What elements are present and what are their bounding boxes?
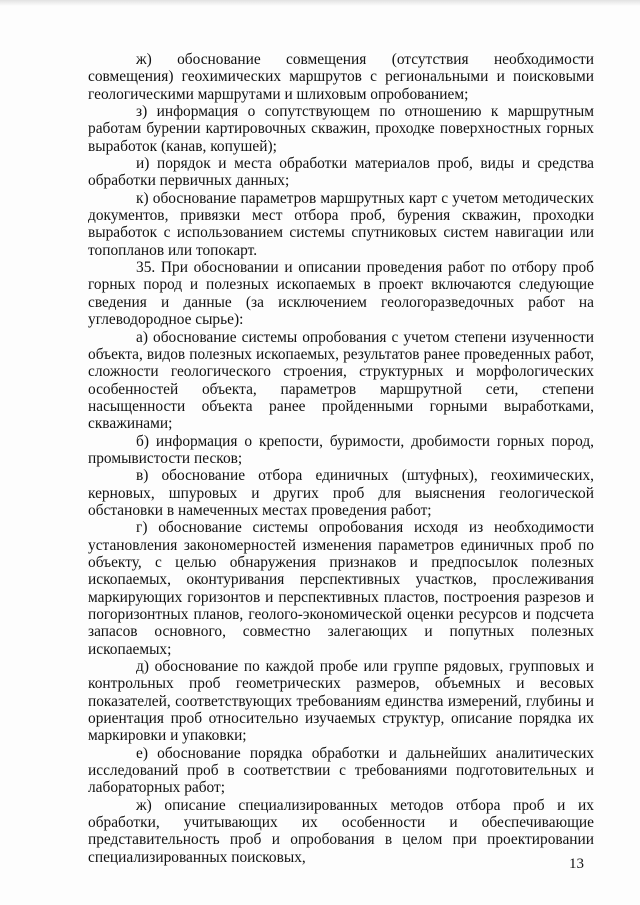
paragraph-d-sample-dimensions: д) обоснование по каждой пробе или группе рядовых, групповых и контрольных проб геометрических размеров, объемных и весовых показателей, соответствующих требованиям единства измерений, глубины и ориентация проб относительно изучаемых структур, описание порядка их маркировки и упаковки; xyxy=(88,658,594,745)
paragraph-i-processing-order: и) порядок и места обработки материалов проб, виды и средства обработки первичных данных; xyxy=(88,155,594,190)
page-number: 13 xyxy=(569,856,584,872)
paragraph-zh-geochem-routes: ж) обоснование совмещения (отсутствия необходимости совмещения) геохимических маршрутов с региональными и поисковыми геологическими маршрутами и шлиховым опробованием; xyxy=(88,51,594,103)
paragraph-zh-special-methods: ж) описание специализированных методов отбора проб и их обработки, учитывающих их особенности и обеспечивающие представительность проб и опробования в целом при проектировании специализированных поисковых, xyxy=(88,796,594,866)
paragraph-e-processing-order: е) обоснование порядка обработки и дальнейших аналитических исследований проб в соответствии с требованиями подготовительных и лабораторных работ; xyxy=(88,744,594,797)
paragraph-a-sampling-system: а) обоснование системы опробования с учетом степени изученности объекта, видов полезных ископаемых, результатов ранее проведенных работ, сложности геологического строения, структурных и морфологических особенностей объекта, параметров маршрутной сети, степени насыщенности объекта ранее пройденными горными выработками, скважинами; xyxy=(88,328,594,433)
paragraph-b-rock-strength: б) информация о крепости, буримости, дробимости горных пород, промывистости песков; xyxy=(88,432,594,467)
document-body xyxy=(88,51,594,866)
paragraph-v-single-samples: в) обоснование отбора единичных (штуфных), геохимических, керновых, шпуровых и других проб для выяснения геологической обстановки в намеченных местах проведения работ; xyxy=(88,467,594,519)
paragraph-k-route-maps: к) обоснование параметров маршрутных карт с учетом методических документов, привязки мест отбора проб, бурения скважин, проходки выработок с использованием системы спутниковых систем навигации или топопланов или топокарт. xyxy=(88,189,594,259)
paragraph-g-sampling-patterns: г) обоснование системы опробования исходя из необходимости установления закономерностей изменения параметров единичных проб по объекту, с целью обнаружения признаков и предпосылок полезных ископаемых, оконтуривания перспективных участков, прослеживания маркирующих горизонтов и перспективных пластов, построения разрезов и погоризонтных планов, геолого-экономической оценки ресурсов и подсчета запасов основного, совместно залегающих и попутных полезных ископаемых; xyxy=(88,519,594,658)
paragraph-35-sampling-intro: 35. При обосновании и описании проведения работ по отбору проб горных пород и полезных ископаемых в проект включаются следующие сведения и данные (за исключением геологоразведочных работ на углеводородное сырье): xyxy=(88,259,594,329)
paragraph-z-drilling-info: з) информация о сопутствующем по отношению к маршрутным работам бурении картировочных скважин, проходке поверхностных горных выработок (канав, копушей); xyxy=(88,103,594,155)
scan-edge-shadow xyxy=(0,0,640,6)
